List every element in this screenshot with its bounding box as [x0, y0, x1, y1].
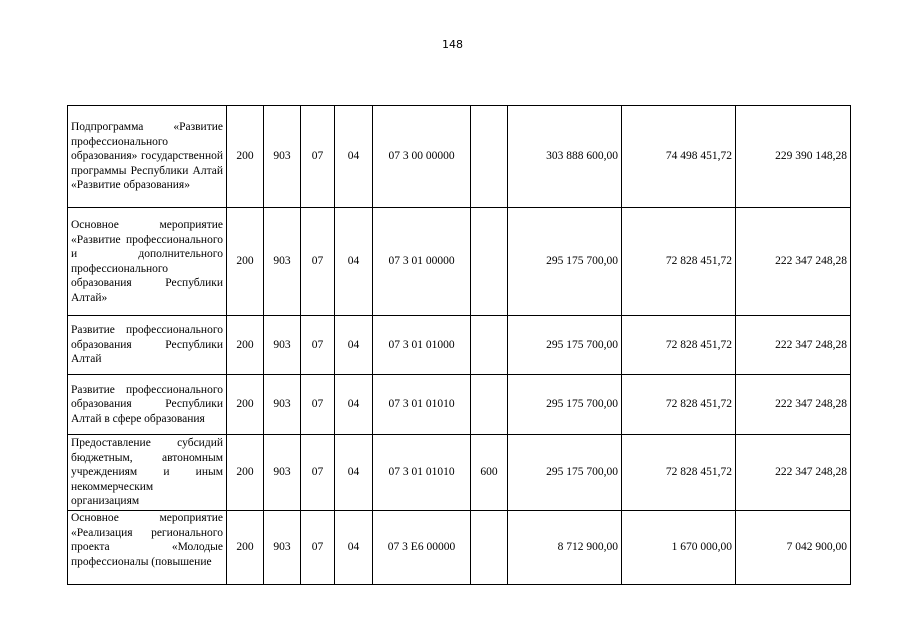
- expense-type: [471, 316, 508, 375]
- section-code: 07: [301, 511, 335, 585]
- row-name: Основное мероприятие «Реализация регионального проекта «Молодые профессионалы (повышение: [71, 512, 223, 568]
- ministry-code: 903: [264, 106, 301, 208]
- admin-code: 200: [227, 511, 264, 585]
- section-code: 07: [301, 316, 335, 375]
- row-name: Предоставление субсидий бюджетным, автономным учреждениям и иным некоммерческим организациям: [68, 435, 227, 511]
- remaining-amount: 222 347 248,28: [736, 208, 851, 316]
- approved-amount: 8 712 900,00: [508, 511, 622, 585]
- executed-amount: 72 828 451,72: [622, 435, 736, 511]
- row-name: Основное мероприятие «Развитие профессионального и дополнительного профессионального образования Республики Алтай»: [68, 208, 227, 316]
- budget-table: [67, 105, 851, 585]
- expense-type: [471, 208, 508, 316]
- target-code: 07 3 01 00000: [373, 208, 471, 316]
- target-code: 07 3 01 01010: [373, 435, 471, 511]
- target-code: 07 3 E6 00000: [373, 511, 471, 585]
- approved-amount: 295 175 700,00: [508, 208, 622, 316]
- table-row: [68, 435, 851, 511]
- executed-amount: 72 828 451,72: [622, 316, 736, 375]
- table-row: [68, 106, 851, 208]
- ministry-code: 903: [264, 208, 301, 316]
- section-code: 07: [301, 375, 335, 435]
- table-row: [68, 316, 851, 375]
- row-name: Развитие профессионального образования Республики Алтай в сфере образования: [68, 375, 227, 435]
- table-row: [68, 511, 851, 585]
- subsection-code: 04: [335, 106, 373, 208]
- remaining-amount: 229 390 148,28: [736, 106, 851, 208]
- admin-code: 200: [227, 208, 264, 316]
- approved-amount: 295 175 700,00: [508, 316, 622, 375]
- executed-amount: 72 828 451,72: [622, 375, 736, 435]
- approved-amount: 303 888 600,00: [508, 106, 622, 208]
- ministry-code: 903: [264, 511, 301, 585]
- row-name: Развитие профессионального образования Республики Алтай: [68, 316, 227, 375]
- target-code: 07 3 00 00000: [373, 106, 471, 208]
- ministry-code: 903: [264, 316, 301, 375]
- ministry-code: 903: [264, 435, 301, 511]
- page-number: 148: [442, 38, 463, 51]
- section-code: 07: [301, 106, 335, 208]
- executed-amount: 74 498 451,72: [622, 106, 736, 208]
- table-row: [68, 208, 851, 316]
- subsection-code: 04: [335, 511, 373, 585]
- subsection-code: 04: [335, 316, 373, 375]
- subsection-code: 04: [335, 208, 373, 316]
- row-name: Подпрограмма «Развитие профессионального образования» государственной программы Республики Алтай «Развитие образования»: [68, 106, 227, 208]
- expense-type: [471, 511, 508, 585]
- admin-code: 200: [227, 316, 264, 375]
- remaining-amount: 222 347 248,28: [736, 316, 851, 375]
- remaining-amount: 7 042 900,00: [736, 511, 851, 585]
- approved-amount: 295 175 700,00: [508, 375, 622, 435]
- admin-code: 200: [227, 106, 264, 208]
- section-code: 07: [301, 435, 335, 511]
- table-row: [68, 375, 851, 435]
- section-code: 07: [301, 208, 335, 316]
- subsection-code: 04: [335, 435, 373, 511]
- remaining-amount: 222 347 248,28: [736, 375, 851, 435]
- executed-amount: 1 670 000,00: [622, 511, 736, 585]
- target-code: 07 3 01 01000: [373, 316, 471, 375]
- expense-type: 600: [471, 435, 508, 511]
- executed-amount: 72 828 451,72: [622, 208, 736, 316]
- ministry-code: 903: [264, 375, 301, 435]
- expense-type: [471, 106, 508, 208]
- subsection-code: 04: [335, 375, 373, 435]
- admin-code: 200: [227, 435, 264, 511]
- row-name-cell: [68, 511, 227, 585]
- target-code: 07 3 01 01010: [373, 375, 471, 435]
- admin-code: 200: [227, 375, 264, 435]
- approved-amount: 295 175 700,00: [508, 435, 622, 511]
- expense-type: [471, 375, 508, 435]
- remaining-amount: 222 347 248,28: [736, 435, 851, 511]
